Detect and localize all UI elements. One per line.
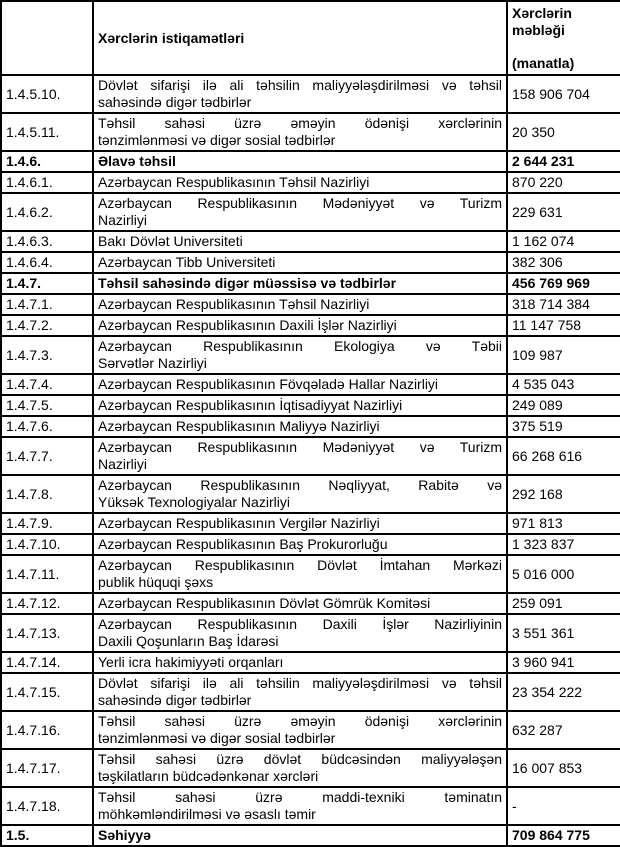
row-amount: 971 813 <box>507 513 620 534</box>
row-description: Səhiyyə <box>93 825 507 846</box>
row-amount: 375 519 <box>507 416 620 437</box>
row-code: 1.4.5.10. <box>1 75 93 113</box>
row-description: Təhsil sahəsi üzrə dövlət büdcəsindən maliyyələşən təşkilatların büdcədənkənar xərcləri <box>93 749 507 787</box>
table-row <box>1 534 620 555</box>
row-amount: - <box>507 787 620 825</box>
row-amount: 709 864 775 <box>507 825 620 846</box>
table-row <box>1 193 620 231</box>
table-row <box>1 172 620 193</box>
table-row <box>1 294 620 315</box>
table-body <box>1 75 620 846</box>
table-row <box>1 593 620 614</box>
row-description: Azərbaycan Respublikasının Vergilər Nazirliyi <box>93 513 507 534</box>
header-amount-unit: (manatla) <box>512 54 575 71</box>
table-row <box>1 231 620 252</box>
row-amount: 11 147 758 <box>507 315 620 336</box>
row-description: Bakı Dövlət Universiteti <box>93 231 507 252</box>
row-amount: 4 535 043 <box>507 374 620 395</box>
row-amount: 1 162 074 <box>507 231 620 252</box>
table-row <box>1 374 620 395</box>
row-code: 1.4.7.3. <box>1 336 93 374</box>
row-amount: 249 089 <box>507 395 620 416</box>
row-description: Azərbaycan Respublikasının Dövlət Gömrük Komitəsi <box>93 593 507 614</box>
row-amount: 66 268 616 <box>507 437 620 475</box>
row-code: 1.4.7.7. <box>1 437 93 475</box>
row-code: 1.4.7.6. <box>1 416 93 437</box>
row-amount: 20 350 <box>507 113 620 151</box>
table-row <box>1 395 620 416</box>
row-description: Azərbaycan Respublikasının Ekologiya və Təbii Sərvətlər Nazirliyi <box>93 336 507 374</box>
row-amount: 382 306 <box>507 252 620 273</box>
row-code: 1.4.7.11. <box>1 555 93 593</box>
table-row <box>1 416 620 437</box>
row-amount: 632 287 <box>507 711 620 749</box>
row-amount: 1 323 837 <box>507 534 620 555</box>
row-amount: 3 960 941 <box>507 652 620 673</box>
row-amount: 5 016 000 <box>507 555 620 593</box>
table-row <box>1 787 620 825</box>
row-description: Təhsil sahəsi üzrə maddi-texniki təminatın möhkəmləndirilməsi və əsaslı təmir <box>93 787 507 825</box>
row-code: 1.4.6.3. <box>1 231 93 252</box>
row-code: 1.4.7.17. <box>1 749 93 787</box>
table-row <box>1 75 620 113</box>
row-description: Azərbaycan Respublikasının Fövqəladə Hallar Nazirliyi <box>93 374 507 395</box>
row-code: 1.4.7.5. <box>1 395 93 416</box>
table-row <box>1 475 620 513</box>
row-code: 1.4.6.1. <box>1 172 93 193</box>
row-amount: 109 987 <box>507 336 620 374</box>
row-description: Azərbaycan Respublikasının Mədəniyyət və Turizm Nazirliyi <box>93 437 507 475</box>
row-description: Azərbaycan Respublikasının Dövlət İmtahan Mərkəzi publik hüquqi şəxs <box>93 555 507 593</box>
row-description: Azərbaycan Respublikasının Nəqliyyat, Rabitə və Yüksək Texnologiyalar Nazirliyi <box>93 475 507 513</box>
row-amount: 2 644 231 <box>507 151 620 172</box>
row-code: 1.4.5.11. <box>1 113 93 151</box>
table-row <box>1 113 620 151</box>
row-code: 1.5. <box>1 825 93 846</box>
header-directions-cell: Xərclərin istiqamətləri <box>93 1 507 75</box>
table-row <box>1 513 620 534</box>
row-description: Azərbaycan Respublikasının Baş Prokurorluğu <box>93 534 507 555</box>
row-description: Əlavə təhsil <box>93 151 507 172</box>
header-row <box>1 1 620 75</box>
row-description: Azərbaycan Respublikasının Daxili İşlər Nazirliyi <box>93 315 507 336</box>
row-code: 1.4.6.2. <box>1 193 93 231</box>
row-code: 1.4.6.4. <box>1 252 93 273</box>
row-amount: 158 906 704 <box>507 75 620 113</box>
table-row <box>1 555 620 593</box>
row-description: Azərbaycan Respublikasının Təhsil Nazirliyi <box>93 294 507 315</box>
table-row <box>1 614 620 652</box>
table-header <box>1 1 620 75</box>
row-description: Yerli icra hakimiyyəti orqanları <box>93 652 507 673</box>
row-description: Təhsil sahəsi üzrə əməyin ödənişi xərclərinin tənzimlənməsi və digər sosial tədbirlər <box>93 113 507 151</box>
table-row <box>1 336 620 374</box>
row-description: Azərbaycan Tibb Universiteti <box>93 252 507 273</box>
table-row <box>1 711 620 749</box>
row-code: 1.4.7.4. <box>1 374 93 395</box>
table-row <box>1 437 620 475</box>
table-row <box>1 673 620 711</box>
table-row <box>1 151 620 172</box>
row-description: Təhsil sahəsində digər müəssisə və tədbirlər <box>93 273 507 294</box>
row-amount: 456 769 969 <box>507 273 620 294</box>
table-row <box>1 315 620 336</box>
row-code: 1.4.7.9. <box>1 513 93 534</box>
row-code: 1.4.6. <box>1 151 93 172</box>
row-description: Azərbaycan Respublikasının Daxili İşlər Nazirliyinin Daxili Qoşunların Baş İdarəsi <box>93 614 507 652</box>
row-code: 1.4.7. <box>1 273 93 294</box>
row-code: 1.4.7.14. <box>1 652 93 673</box>
header-code-cell <box>1 1 93 75</box>
row-amount: 16 007 853 <box>507 749 620 787</box>
row-description: Dövlət sifarişi ilə ali təhsilin maliyyələşdirilməsi və təhsil sahəsində digər tədbirlər <box>93 673 507 711</box>
row-code: 1.4.7.18. <box>1 787 93 825</box>
row-description: Təhsil sahəsi üzrə əməyin ödənişi xərclərinin tənzimlənməsi və digər sosial tədbirlər <box>93 711 507 749</box>
row-code: 1.4.7.13. <box>1 614 93 652</box>
row-description: Azərbaycan Respublikasının Mədəniyyət və Turizm Nazirliyi <box>93 193 507 231</box>
header-amount-title: Xərclərin məbləği <box>512 4 572 38</box>
header-amount-cell <box>507 1 620 75</box>
table-row <box>1 749 620 787</box>
row-code: 1.4.7.15. <box>1 673 93 711</box>
row-description: Azərbaycan Respublikasının İqtisadiyyat Nazirliyi <box>93 395 507 416</box>
table-row <box>1 652 620 673</box>
row-amount: 259 091 <box>507 593 620 614</box>
row-description: Azərbaycan Respublikasının Təhsil Nazirliyi <box>93 172 507 193</box>
row-amount: 870 220 <box>507 172 620 193</box>
row-code: 1.4.7.2. <box>1 315 93 336</box>
row-description: Azərbaycan Respublikasının Maliyyə Nazirliyi <box>93 416 507 437</box>
row-amount: 229 631 <box>507 193 620 231</box>
row-code: 1.4.7.1. <box>1 294 93 315</box>
row-code: 1.4.7.8. <box>1 475 93 513</box>
row-code: 1.4.7.12. <box>1 593 93 614</box>
row-amount: 318 714 384 <box>507 294 620 315</box>
row-amount: 23 354 222 <box>507 673 620 711</box>
table-row <box>1 252 620 273</box>
row-code: 1.4.7.10. <box>1 534 93 555</box>
table-row <box>1 825 620 846</box>
table-row <box>1 273 620 294</box>
row-code: 1.4.7.16. <box>1 711 93 749</box>
row-amount: 292 168 <box>507 475 620 513</box>
row-description: Dövlət sifarişi ilə ali təhsilin maliyyələşdirilməsi və təhsil sahəsində digər tədbirlər <box>93 75 507 113</box>
row-amount: 3 551 361 <box>507 614 620 652</box>
